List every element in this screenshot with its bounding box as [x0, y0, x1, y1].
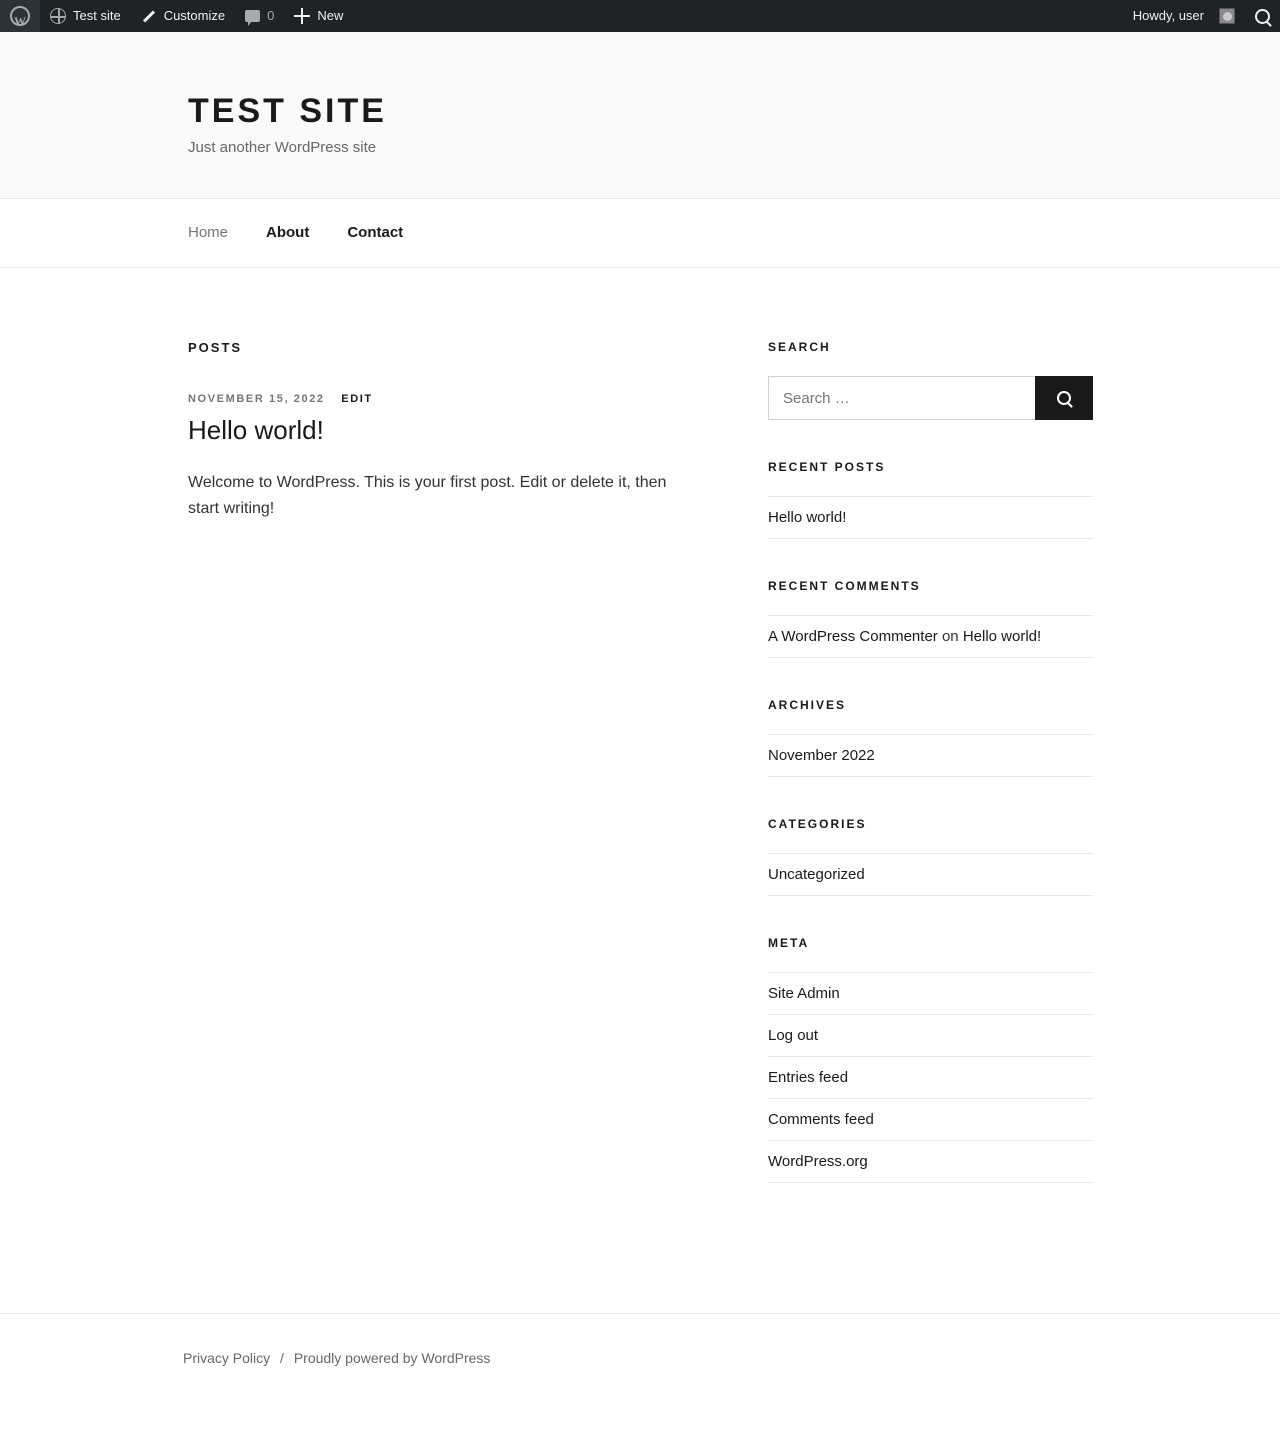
admin-bar-site-name[interactable] [40, 0, 131, 32]
site-globe-icon [50, 8, 66, 24]
widget-recent-comments [768, 579, 1093, 658]
site-header [0, 32, 1280, 199]
nav-item-home[interactable] [188, 224, 228, 242]
admin-bar [0, 0, 1280, 32]
widget-meta [768, 936, 1093, 1183]
widget-title-meta: META [768, 936, 810, 950]
categories-list [768, 853, 1093, 896]
recent-posts-list [768, 496, 1093, 539]
widget-title-archives: ARCHIVES [768, 698, 847, 712]
post-edit-link[interactable]: EDIT [341, 393, 373, 405]
list-item[interactable] [768, 497, 1093, 539]
footer-privacy-policy-link[interactable]: Privacy Policy [183, 1350, 271, 1366]
site-title[interactable]: TEST SITE [188, 92, 387, 130]
admin-bar-search[interactable] [1245, 0, 1280, 32]
customize-label: Customize [163, 8, 226, 23]
page-title: POSTS [188, 340, 243, 355]
footer-separator: / [280, 1350, 284, 1366]
comments-count: 0 [267, 8, 275, 23]
new-label: New [317, 8, 344, 23]
footer-credit-link[interactable]: Proudly powered by WordPress [293, 1350, 491, 1366]
list-item[interactable] [768, 616, 1093, 658]
admin-bar-new[interactable] [284, 0, 353, 32]
post-content [188, 470, 768, 521]
list-item[interactable] [768, 1099, 1093, 1141]
admin-bar-my-account[interactable] [1123, 0, 1245, 32]
search-icon [1255, 9, 1270, 24]
comment-post-link[interactable]: Hello world! [962, 628, 1042, 645]
meta-link-entries-feed[interactable]: Entries feed [768, 1069, 849, 1086]
widget-search [768, 340, 1093, 420]
widget-title-search: SEARCH [768, 340, 831, 354]
recent-post-link[interactable]: Hello world! [768, 509, 847, 526]
post-excerpt: Welcome to WordPress. This is your first post. Edit or delete it, then start writing! [188, 474, 667, 517]
admin-bar-comments[interactable] [235, 0, 284, 32]
search-input[interactable] [768, 376, 1035, 420]
meta-list [768, 972, 1093, 1183]
primary-navigation [0, 199, 1280, 268]
comment-on-label: on [941, 628, 959, 645]
howdy-label: Howdy, user [1132, 8, 1204, 23]
search-icon [1057, 391, 1071, 405]
sidebar [768, 340, 1093, 1223]
nav-link-about[interactable]: About [266, 224, 310, 241]
widget-title-recent-posts: RECENT POSTS [768, 460, 886, 474]
list-item[interactable] [768, 973, 1093, 1015]
nav-item-contact[interactable] [347, 224, 403, 242]
list-item[interactable] [768, 1057, 1093, 1099]
nav-link-home[interactable]: Home [188, 224, 229, 241]
widget-archives [768, 698, 1093, 777]
list-item[interactable] [768, 1015, 1093, 1057]
list-item[interactable] [768, 1141, 1093, 1183]
site-name-label: Test site [73, 8, 121, 23]
category-link[interactable]: Uncategorized [768, 866, 865, 883]
wordpress-logo-icon [10, 6, 30, 26]
post-title-text: Hello world! [188, 415, 324, 445]
archive-link[interactable]: November 2022 [768, 747, 875, 764]
site-footer [0, 1313, 1280, 1402]
meta-link-wordpress-org[interactable]: WordPress.org [768, 1153, 868, 1170]
admin-bar-customize[interactable] [131, 0, 235, 32]
widget-title-recent-comments: RECENT COMMENTS [768, 579, 921, 593]
avatar [1219, 8, 1235, 24]
list-item[interactable] [768, 854, 1093, 896]
pencil-icon [141, 8, 157, 24]
list-item[interactable] [768, 735, 1093, 777]
main-content [188, 340, 768, 1223]
widget-recent-posts [768, 460, 1093, 539]
plus-icon [294, 8, 310, 24]
post-meta [188, 393, 768, 405]
search-submit-button[interactable] [1035, 376, 1093, 420]
wordpress-logo-menu[interactable] [0, 0, 40, 32]
search-form [768, 376, 1093, 420]
comment-author-link[interactable]: A WordPress Commenter [768, 628, 938, 645]
post-title[interactable] [188, 415, 768, 446]
admin-bar-right [1123, 0, 1280, 32]
meta-link-site-admin[interactable]: Site Admin [768, 985, 840, 1002]
site-description: Just another WordPress site [188, 139, 377, 156]
nav-item-about[interactable] [266, 224, 309, 242]
post-article [188, 393, 768, 521]
post-date-link[interactable]: NOVEMBER 15, 2022 [188, 393, 325, 405]
archives-list [768, 734, 1093, 777]
meta-link-log-out[interactable]: Log out [768, 1027, 819, 1044]
comment-bubble-icon [245, 10, 260, 22]
recent-comments-list [768, 615, 1093, 658]
widget-categories [768, 817, 1093, 896]
meta-link-comments-feed[interactable]: Comments feed [768, 1111, 874, 1128]
content-area [0, 268, 1280, 1313]
widget-title-categories: CATEGORIES [768, 817, 867, 831]
nav-link-contact[interactable]: Contact [347, 224, 404, 241]
